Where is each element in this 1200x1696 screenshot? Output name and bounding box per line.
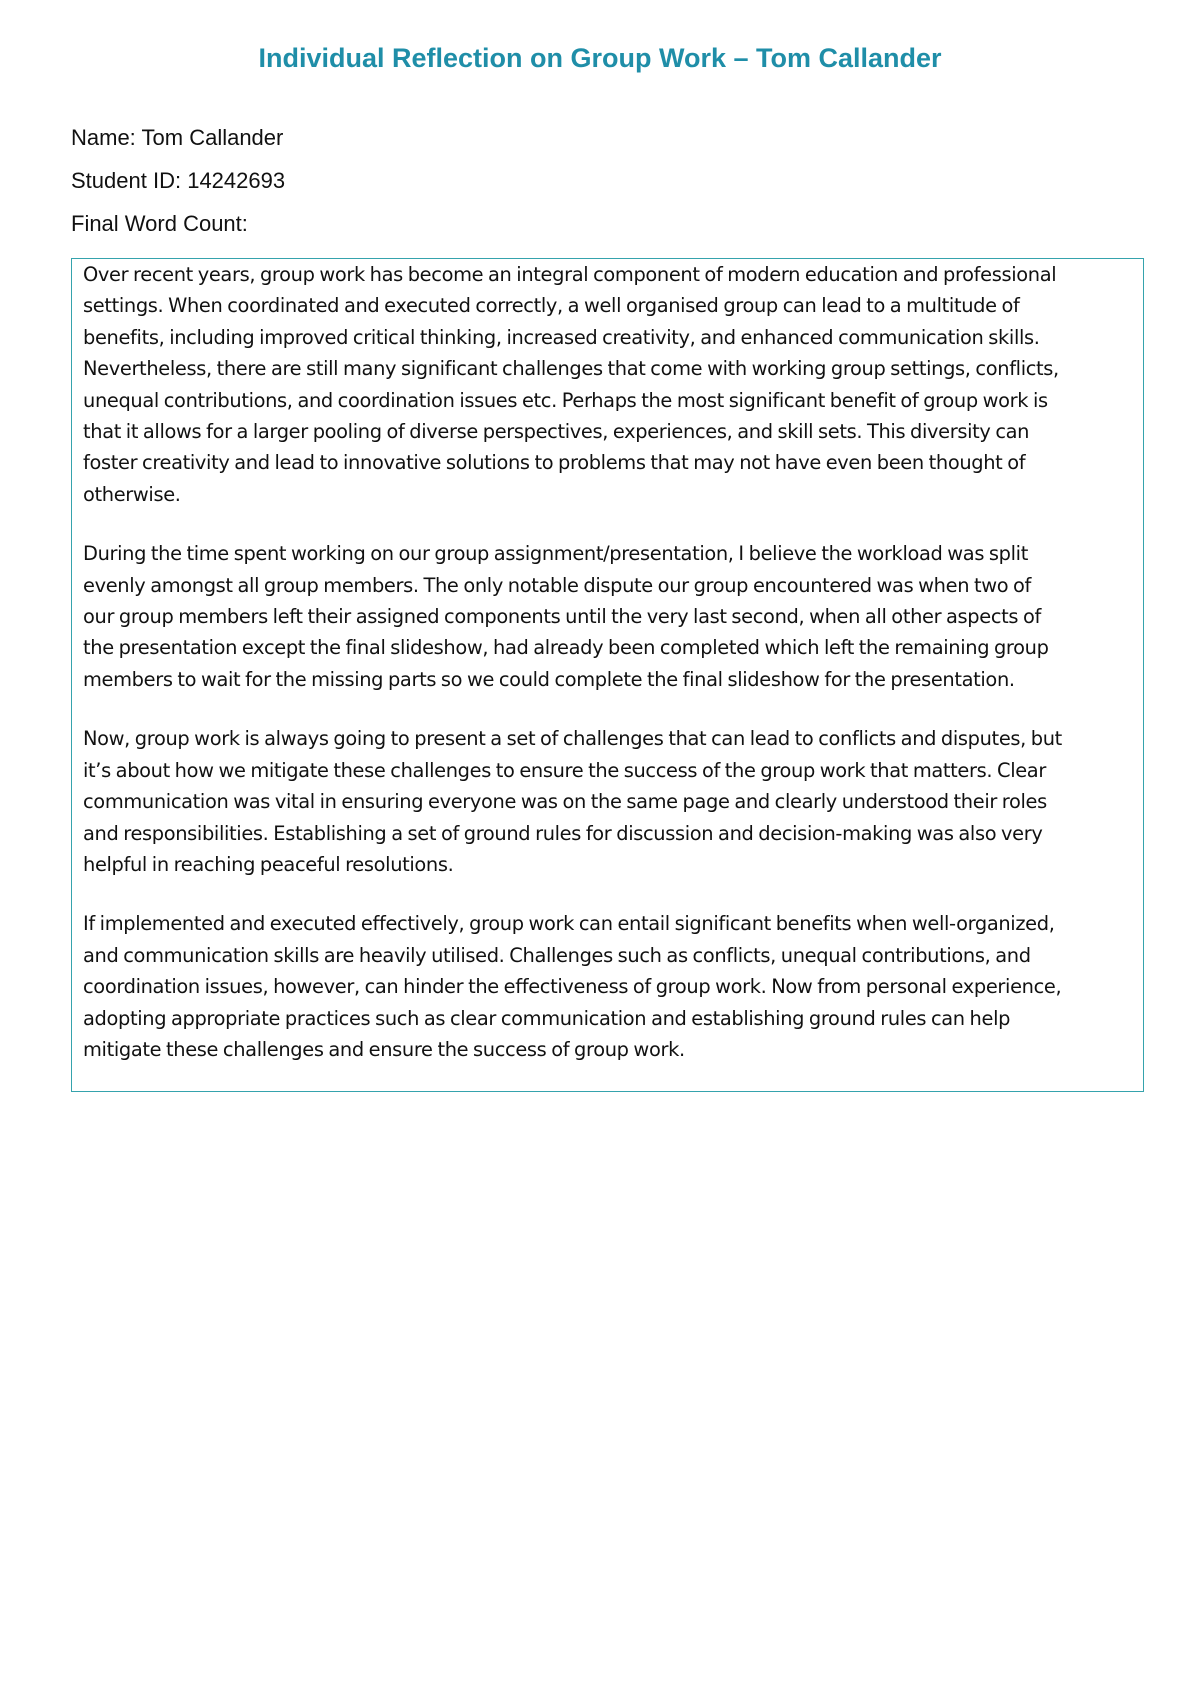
paragraph-line: mitigate these challenges and ensure the success of group work. (83, 1037, 685, 1061)
paragraph-line: Over recent years, group work has become an integral component of modern education and professional (83, 263, 1057, 286)
paragraph-line: and responsibilities. Establishing a set of ground rules for discussion and decision-making was also very (83, 821, 1043, 845)
paragraph-line: coordination issues, however, can hinder the effectiveness of group work. Now from personal experience, (83, 975, 1062, 999)
student-id-field (71, 167, 1071, 195)
word-count-label: Final Word Count: (71, 211, 248, 236)
word-count-field (71, 210, 1071, 238)
paragraph-line: benefits, including improved critical thinking, increased creativity, and enhanced communication skills. (83, 325, 1040, 349)
paragraph-line: our group members left their assigned components until the very last second, when all other aspects of (83, 605, 1041, 629)
paragraph-line: the presentation except the final slideshow, had already been completed which left the remaining group (83, 636, 1049, 660)
name-value: Tom Callander (141, 125, 284, 150)
paragraph-line: adopting appropriate practices such as clear communication and establishing ground rules can help (83, 1006, 1011, 1030)
paragraph-line: settings. When coordinated and executed correctly, a well organised group can lead to a multitude of (83, 294, 1020, 318)
name-label: Name: (71, 125, 136, 150)
paragraph-line: and communication skills are heavily utilised. Challenges such as conflicts, unequal contributions, and (83, 943, 1031, 967)
document-title: Individual Reflection on Group Work – Tom Callander (258, 43, 942, 73)
student-id-label: Student ID: (71, 168, 182, 193)
reflection-paragraph-conclusion (83, 908, 1131, 1065)
student-id-value: 14242693 (187, 168, 286, 193)
reflection-paragraph-mitigation (83, 723, 1131, 880)
paragraph-line: members to wait for the missing parts so we could complete the final slideshow for the presentation. (83, 667, 1015, 691)
reflection-paragraph-experience (83, 538, 1131, 695)
paragraph-line: evenly amongst all group members. The only notable dispute our group encountered was when two of (83, 573, 1032, 597)
paragraph-line: that it allows for a larger pooling of diverse perspectives, experiences, and skill sets. This diversity can (83, 420, 1030, 444)
paragraph-line: helpful in reaching peaceful resolutions. (83, 852, 454, 876)
paragraph-line: Now, group work is always going to present a set of challenges that can lead to conflicts and disputes, but (83, 727, 1062, 751)
reflection-text-box (71, 258, 1144, 1092)
paragraph-line: unequal contributions, and coordination issues etc. Perhaps the most significant benefit of group work is (83, 388, 1048, 412)
reflection-paragraph-introduction (83, 259, 1131, 510)
paragraph-line: Nevertheless, there are still many significant challenges that come with working group settings, conflicts, (83, 357, 1059, 381)
paragraph-line: During the time spent working on our group assignment/presentation, I believe the workload was split (83, 542, 1028, 566)
name-field (71, 124, 1071, 152)
paragraph-line: If implemented and executed effectively, group work can entail significant benefits when well-organized, (83, 912, 1055, 936)
student-details (71, 124, 1071, 253)
paragraph-line: foster creativity and lead to innovative solutions to problems that may not have even been thought of (83, 451, 1026, 475)
paragraph-line: it’s about how we mitigate these challenges to ensure the success of the group work that matters. Clear (83, 758, 1046, 782)
paragraph-line: otherwise. (83, 482, 181, 506)
paragraph-line: communication was vital in ensuring everyone was on the same page and clearly understood their roles (83, 790, 1047, 814)
